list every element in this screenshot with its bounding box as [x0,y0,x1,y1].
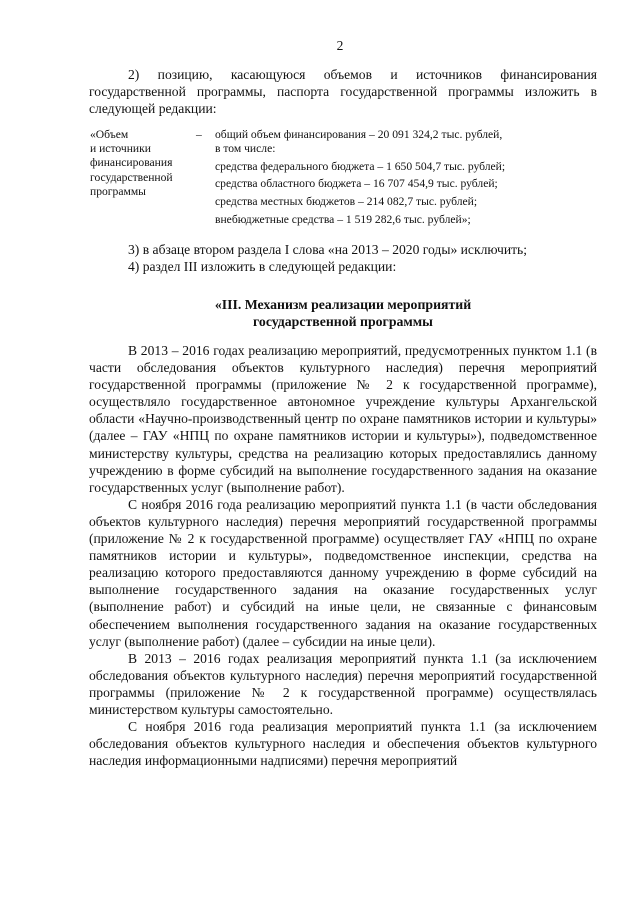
list-items [89,241,597,275]
list-item-4: 4) раздел III изложить в следующей редакции: [128,259,397,275]
financing-paragraph [89,66,597,117]
section-body [89,342,597,769]
body-paragraph: В 2013 – 2016 годах реализация мероприятий пункта 1.1 (за исключением обследования объектов культурного наследия) перечня мероприятий государственной программы (приложение № 2 к государственной программе) осуществлялась министерством культуры самостоятельно. [89,650,597,717]
value-line: средства областного бюджета – 16 707 454,9 тыс. рублей; [215,177,498,191]
financing-table-label [90,128,185,199]
body-paragraph: С ноября 2016 года реализация мероприятий пункта 1.1 (за исключением обследования объектов культурного наследия и обеспечения объектов культурного наследия информационными надписями) перечня мероприятий [89,719,597,769]
label-line: программы [90,184,146,198]
section-heading-line-1: «III. Механизм реализации мероприятий [214,297,472,312]
financing-table-values [215,128,605,227]
paragraph-item-2: 2) позицию, касающуюся объемов и источников финансирования государственной программы, паспорта государственной программы изложить в следующей редакции: [89,67,597,117]
label-line: государственной [90,170,173,184]
value-line: средства федерального бюджета – 1 650 504,7 тыс. рублей; [215,159,506,173]
value-line: внебюджетные средства – 1 519 282,6 тыс. рублей»; [215,212,471,226]
page-number: 2 [336,38,344,53]
value-line: средства местных бюджетов – 214 082,7 тыс. рублей; [215,194,478,208]
section-heading-line-2: государственной программы [253,314,433,329]
financing-table-dash: – [196,128,202,141]
list-item-3: 3) в абзаце втором раздела I слова «на 2013 – 2020 годы» исключить; [128,242,528,257]
value-line: общий объем финансирования – 20 091 324,2 тыс. рублей, [215,128,503,141]
body-paragraph: С ноября 2016 года реализацию мероприятий пункта 1.1 (в части обследования объектов культурного наследия) перечня мероприятий государственной программы (приложение № 2 к государственной программе) осуществляет ГАУ «НПЦ по охране памятников истории и культуры», подведомственное инспекции, средства на реализацию которого предоставляются данному учреждению в форме субсидий на выполнение государственного задания на оказание государственных услуг (выполнение работ) и субсидий на иные цели, не связанные с финансовым обеспечением выполнения государственного задания на оказание государственных услуг (выполнение работ) (далее – субсидии на иные цели). [89,496,597,649]
label-line: финансирования [90,156,173,170]
label-line: и источники [90,142,151,156]
section-heading [89,296,597,330]
body-paragraph: В 2013 – 2016 годах реализацию мероприятий, предусмотренных пунктом 1.1 (в части обследования объектов культурного наследия) перечня мероприятий государственной программы (приложение № 2 к государственной программе), осуществляло государственное автономное учреждение культуры Архангельской области «Научно-производственный центр по охране памятников истории и культуры» (далее – ГАУ «НПЦ по охране памятников истории и культуры»), подведомственное министерству культуры, средства на реализацию которых предоставлялись данному учреждению в форме субсидий на выполнение государственного задания на оказание государственных услуг (выполнение работ). [89,343,597,495]
value-line: в том числе: [215,142,276,156]
label-line: «Объем [90,128,129,141]
